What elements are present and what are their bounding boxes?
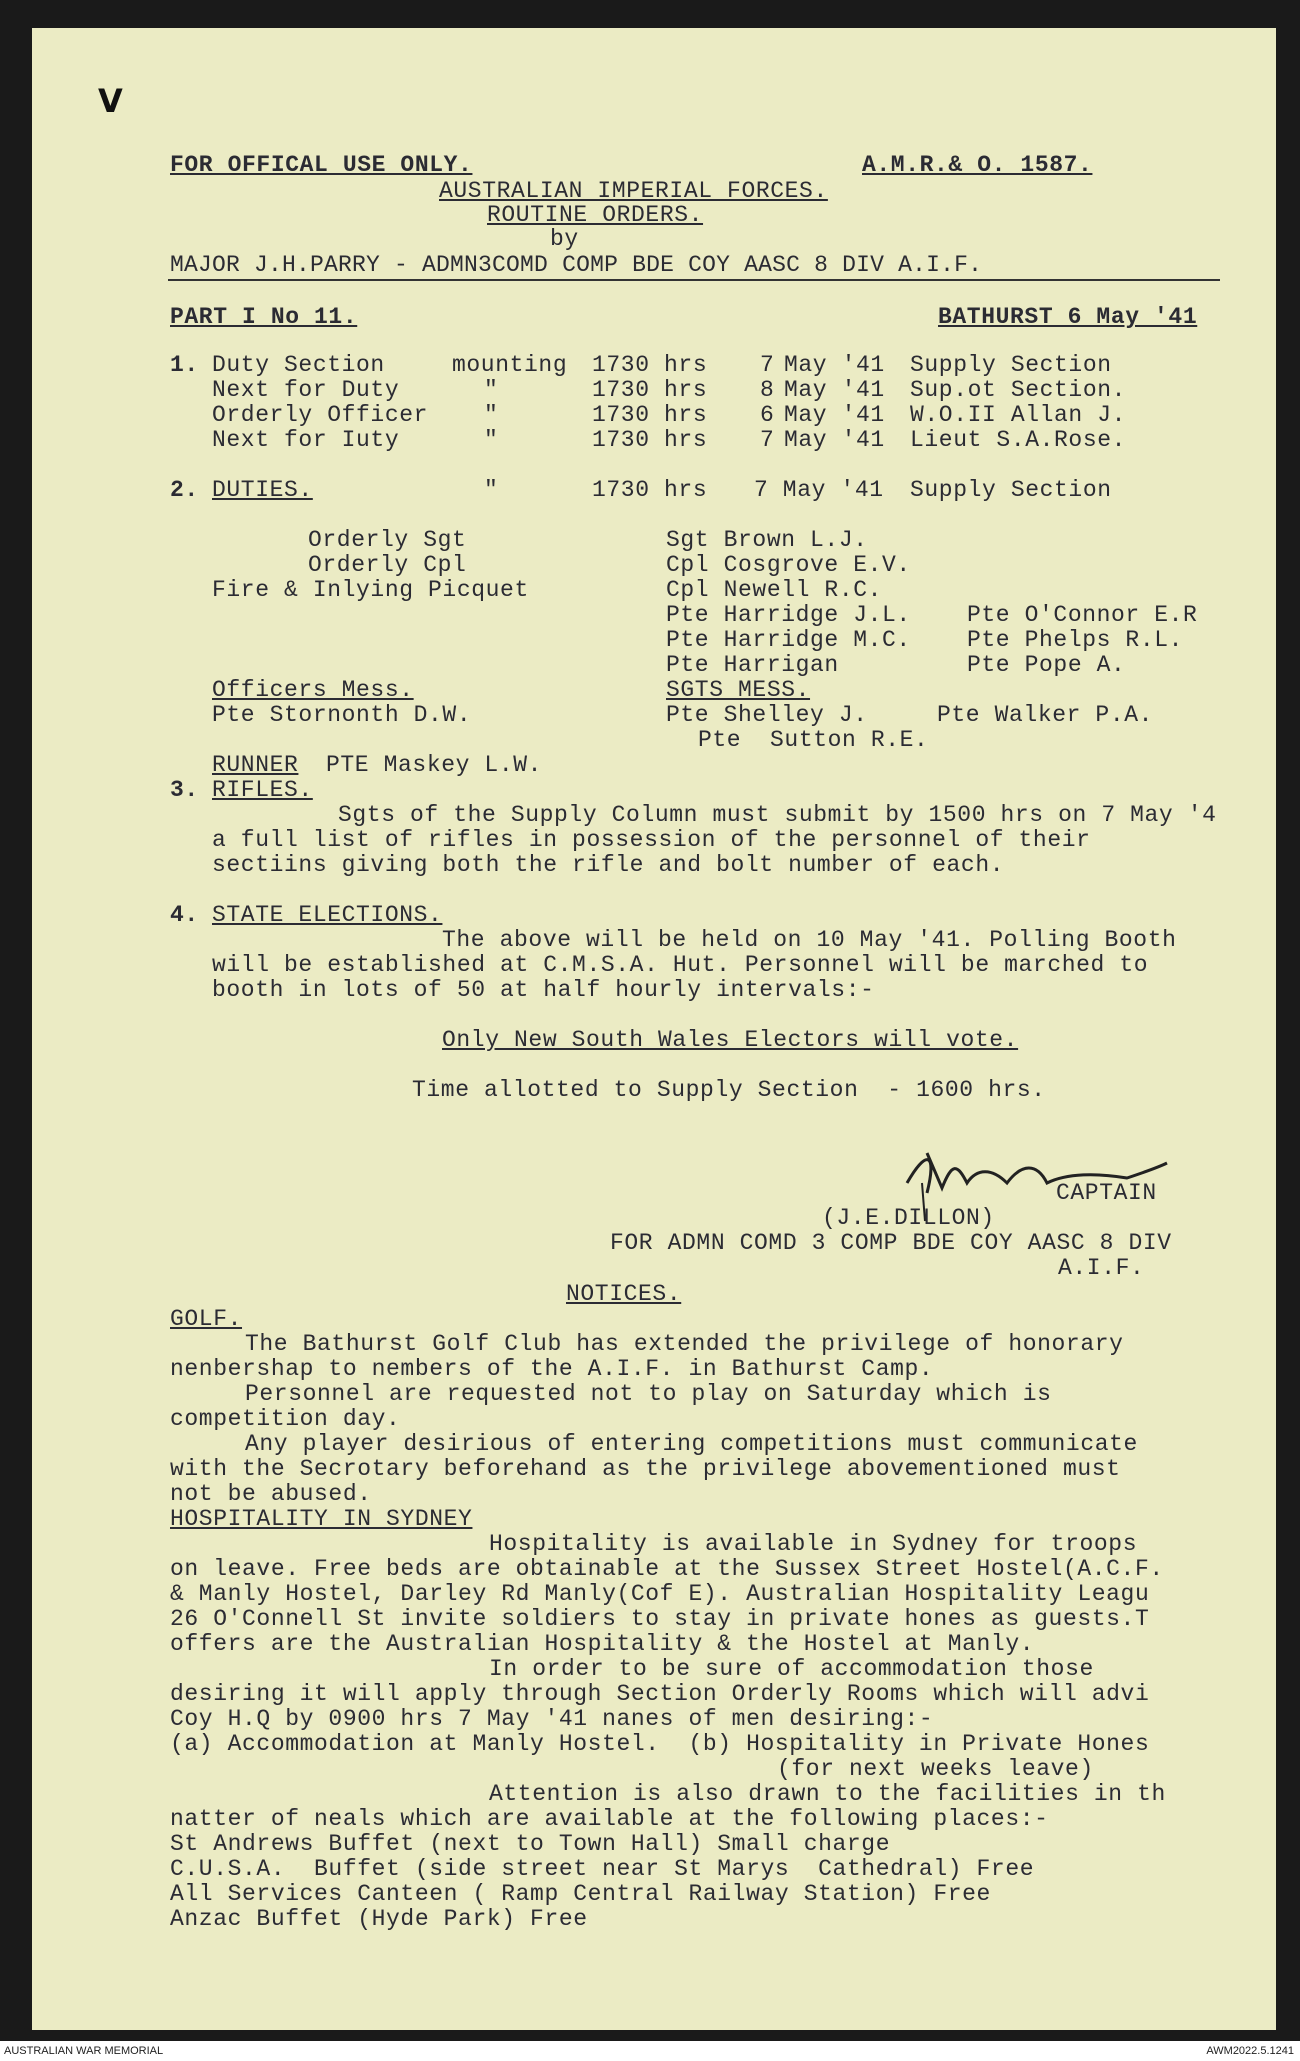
elections-line: booth in lots of 50 at half hourly intervals:- (212, 977, 875, 1003)
duty-who: Lieut S.A.Rose. (910, 427, 1127, 453)
picquet-member: Pte Phelps R.L. (967, 627, 1184, 653)
issuer-line: MAJOR J.H.PARRY - ADMN3COMD COMP BDE COY AASC 8 DIV A.I.F. (170, 252, 983, 278)
footer-reference: AWM2022.5.1241 (1206, 2045, 1294, 2057)
captain-rank: CAPTAIN (1056, 1180, 1157, 1206)
duty-time: 1730 hrs (592, 402, 708, 428)
duty-verb: " (484, 402, 499, 428)
signatory-aif: A.I.F. (1058, 1255, 1145, 1281)
duties-date: 7 May '41 (754, 477, 884, 503)
hospitality-line: & Manly Hostel, Darley Rd Manly(Cof E). Australian Hospitality Leagu (170, 1581, 1150, 1607)
duty-role: Duty Section (212, 352, 385, 378)
tick-mark: V (98, 82, 123, 120)
orderly-cpl-name: Cpl Cosgrove E.V. (666, 552, 911, 578)
duty-time: 1730 hrs (592, 377, 708, 403)
document-page (32, 28, 1276, 2030)
golf-line: not be abused. (170, 1481, 372, 1507)
duty-verb: " (484, 377, 499, 403)
picquet-member: Pte Harrigan (666, 652, 839, 678)
item4-number: 4. (170, 902, 199, 928)
orderly-cpl-label: Orderly Cpl (308, 552, 467, 578)
golf-line: nenbershap to nembers of the A.I.F. in Bathurst Camp. (170, 1356, 934, 1382)
reference-number: A.M.R.& O. 1587. (862, 152, 1093, 178)
duty-day: 6 (760, 402, 775, 428)
place-date: BATHURST 6 May '41 (938, 304, 1198, 330)
picquet-member: Cpl Newell R.C. (666, 577, 883, 603)
rifles-line: a full list of rifles in possession of the personnel of their (212, 827, 1091, 853)
hospitality-line: (for next weeks leave) (777, 1756, 1094, 1782)
time-allotted: Time allotted to Supply Section - 1600 hrs. (412, 1077, 1046, 1103)
hospitality-line: Attention is also drawn to the facilities in th (489, 1781, 1166, 1807)
duty-month: May '41 (784, 402, 885, 428)
golf-line: competition day. (170, 1406, 401, 1432)
hospitality-line: In order to be sure of accommodation those (489, 1656, 1094, 1682)
hospitality-line: Hospitality is available in Sydney for troops (489, 1531, 1138, 1557)
duty-month: May '41 (784, 377, 885, 403)
golf-line: Any player desirious of entering competitions must communicate (245, 1431, 1138, 1457)
hospitality-line: (a) Accommodation at Manly Hostel. (b) Hospitality in Private Hones (170, 1731, 1150, 1757)
duties-heading: DUTIES. (212, 477, 313, 503)
duty-who: Sup.ot Section. (910, 377, 1127, 403)
elections-line: will be established at C.M.S.A. Hut. Personnel will be marched to (212, 952, 1149, 978)
archive-footer (0, 2041, 1300, 2061)
electors-note: Only New South Wales Electors will vote. (442, 1027, 1019, 1053)
duty-who: W.O.II Allan J. (910, 402, 1127, 428)
duty-role: Orderly Officer (212, 402, 429, 428)
duty-verb: " (484, 427, 499, 453)
item1-number: 1. (170, 352, 199, 378)
hospitality-line: 26 O'Connell St invite soldiers to stay in private hones as guests.T (170, 1606, 1150, 1632)
rifles-line: sectiins giving both the rifle and bolt number of each. (212, 852, 1005, 878)
footer-institution: AUSTRALIAN WAR MEMORIAL (4, 2045, 164, 2057)
golf-line: Personnel are requested not to play on Saturday which is (245, 1381, 1052, 1407)
header-rule (168, 279, 1220, 281)
item2-number: 2. (170, 477, 199, 503)
elections-line: The above will be held on 10 May '41. Polling Booth (442, 927, 1177, 953)
picquet-member: Pte Pope A. (967, 652, 1126, 678)
sgts-mess-name: Pte Walker P.A. (937, 702, 1154, 728)
rifles-line: Sgts of the Supply Column must submit by 1500 hrs on 7 May '4 (338, 802, 1217, 828)
sgts-mess-label: SGTS MESS. (666, 677, 811, 703)
duty-month: May '41 (784, 427, 885, 453)
picquet-member: Pte Harridge J.L. (666, 602, 911, 628)
orderly-sgt-name: Sgt Brown L.J. (666, 527, 868, 553)
notices-heading: NOTICES. (566, 1281, 682, 1307)
duties-who: Supply Section (910, 477, 1112, 503)
picquet-member: Pte O'Connor E.R (967, 602, 1198, 628)
duty-role: Next for Duty (212, 377, 400, 403)
golf-line: with the Secrotary beforehand as the privilege abovementioned must (170, 1456, 1121, 1482)
picquet-member: Pte Harridge M.C. (666, 627, 911, 653)
duty-day: 7 (760, 352, 775, 378)
duty-time: 1730 hrs (592, 427, 708, 453)
duty-day: 7 (760, 427, 775, 453)
signatory-name: (J.E.DILLON) (822, 1205, 995, 1231)
golf-line: The Bathurst Golf Club has extended the privilege of honorary (245, 1331, 1124, 1357)
hospitality-line: desiring it will apply through Section Orderly Rooms which will advi (170, 1681, 1150, 1707)
officers-mess-name: Pte Stornonth D.W. (212, 702, 472, 728)
duty-who: Supply Section (910, 352, 1112, 378)
hospitality-line: offers are the Australian Hospitality & the Hostel at Manly. (170, 1631, 1035, 1657)
rifles-heading: RIFLES. (212, 777, 313, 803)
classification: FOR OFFICAL USE ONLY. (170, 152, 473, 178)
signatory-for-line: FOR ADMN COMD 3 COMP BDE COY AASC 8 DIV (610, 1230, 1172, 1256)
officers-mess-label: Officers Mess. (212, 677, 414, 703)
hospitality-line: Anzac Buffet (Hyde Park) Free (170, 1906, 588, 1932)
part-label: PART I No 11. (170, 304, 358, 330)
doc-type-heading: ROUTINE ORDERS. (487, 202, 704, 228)
duties-time: 1730 hrs (592, 477, 708, 503)
orderly-sgt-label: Orderly Sgt (308, 527, 467, 553)
duty-month: May '41 (784, 352, 885, 378)
item3-number: 3. (170, 777, 199, 803)
sgts-mess-name: Pte Shelley J. (666, 702, 868, 728)
hospitality-line: St Andrews Buffet (next to Town Hall) Small charge (170, 1831, 891, 1857)
duty-verb: mounting (452, 352, 568, 378)
hospitality-line: All Services Canteen ( Ramp Central Railway Station) Free (170, 1881, 991, 1907)
duty-time: 1730 hrs (592, 352, 708, 378)
force-heading: AUSTRALIAN IMPERIAL FORCES. (439, 178, 828, 204)
golf-heading: GOLF. (170, 1306, 243, 1332)
hospitality-line: natter of neals which are available at the following places:- (170, 1806, 1049, 1832)
duty-day: 8 (760, 377, 775, 403)
duty-role: Next for Iuty (212, 427, 400, 453)
hospitality-line: C.U.S.A. Buffet (side street near St Marys Cathedral) Free (170, 1856, 1035, 1882)
sgts-mess-name: Pte Sutton R.E. (698, 727, 929, 753)
by-line: by (550, 226, 579, 252)
runner-label: RUNNER (212, 752, 299, 778)
hospitality-line: on leave. Free beds are obtainable at the Sussex Street Hostel(A.C.F. (170, 1556, 1164, 1582)
picquet-label: Fire & Inlying Picquet (212, 577, 529, 603)
hospitality-heading: HOSPITALITY IN SYDNEY (170, 1506, 473, 1532)
elections-heading: STATE ELECTIONS. (212, 902, 443, 928)
hospitality-line: Coy H.Q by 0900 hrs 7 May '41 nanes of men desiring:- (170, 1706, 934, 1732)
duties-verb: " (484, 477, 499, 503)
runner-name: PTE Maskey L.W. (326, 752, 543, 778)
